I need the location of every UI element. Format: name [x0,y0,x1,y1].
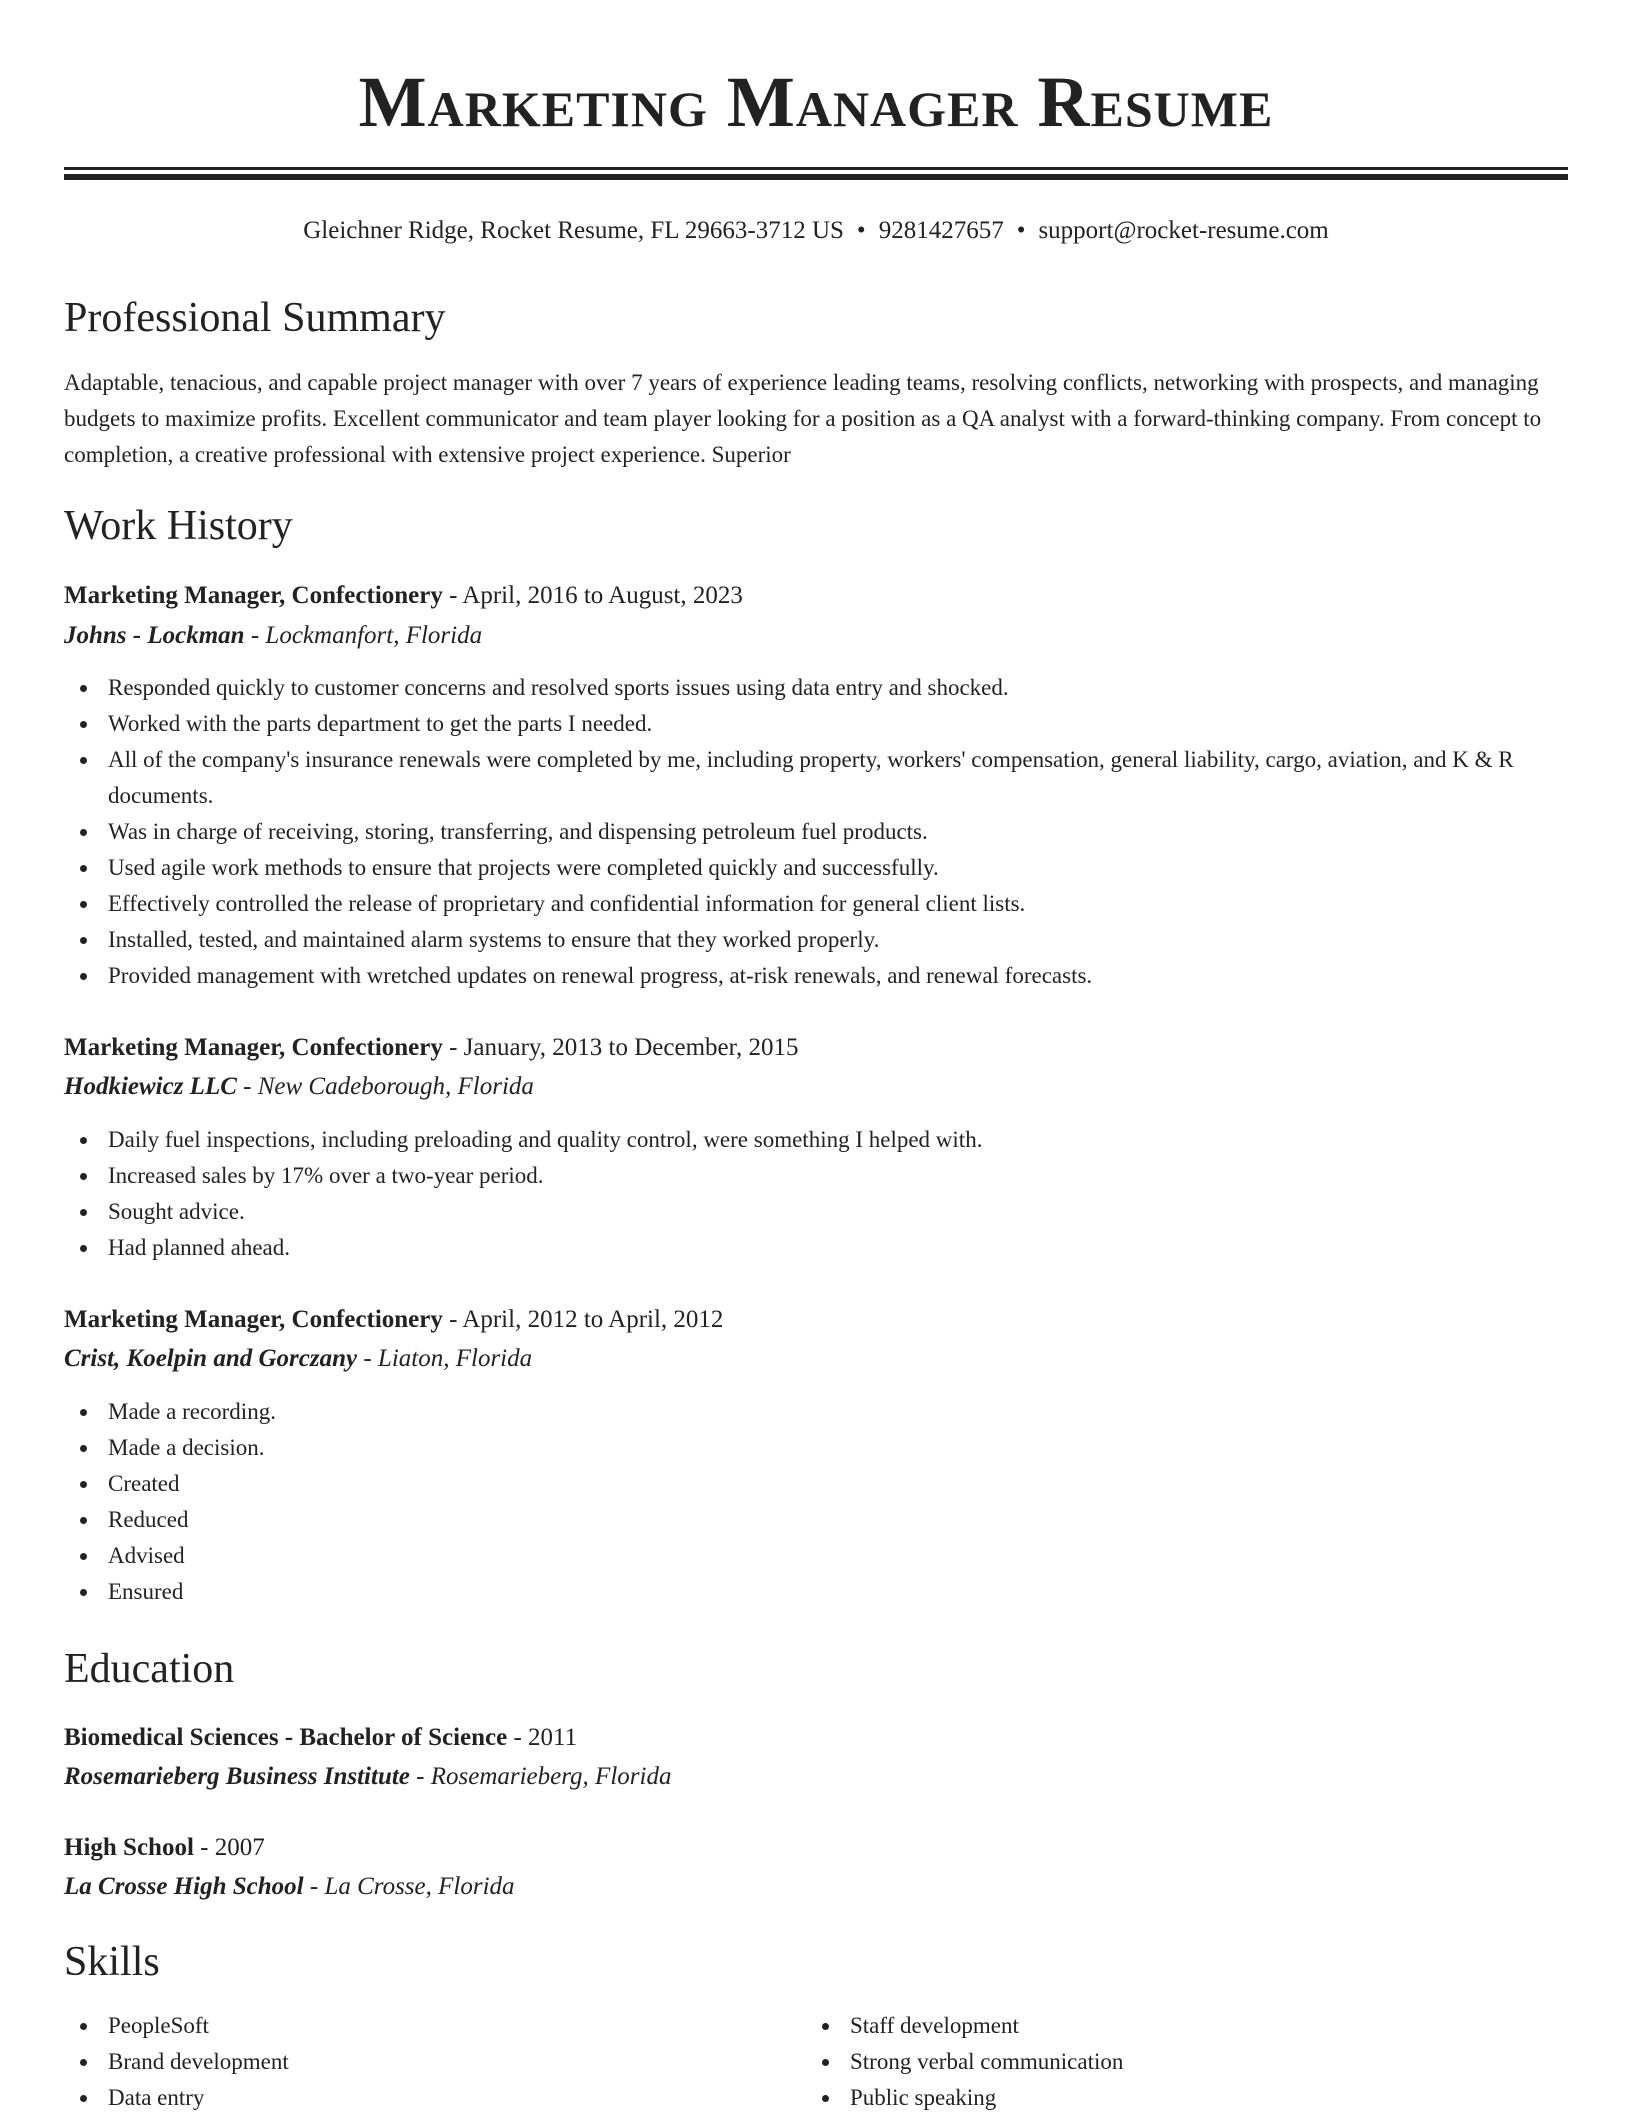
summary-heading: Professional Summary [64,295,446,341]
job-bullets [64,670,1568,994]
page-title: Marketing Manager Resume [358,62,1274,142]
list-item: Provided management with wretched updates on renewal progress, at-risk renewals, and renewal forecasts. [64,958,1568,994]
skills-list-right [806,2008,1546,2116]
list-item: Ensured [64,1574,1568,1610]
contact-address: Gleichner Ridge, Rocket Resume, FL 29663-3712 US [303,217,844,244]
list-item: Daily fuel inspections, including preloading and quality control, were something I helped with. [64,1122,1568,1158]
list-item: Effectively controlled the release of proprietary and confidential information for general client lists. [64,886,1568,922]
job-title: Marketing Manager, Confectionery [64,1306,443,1333]
job-bullets [64,1394,1568,1610]
job-location: - Liaton, Florida [357,1345,533,1372]
education-school-line [64,1869,515,1905]
skill-item: Strong verbal communication [806,2044,1546,2080]
skill-item: Brand development [64,2044,804,2080]
list-item: Worked with the parts department to get the parts I needed. [64,706,1568,742]
skill-item: PeopleSoft [64,2008,804,2044]
title-rule-thin [64,167,1568,170]
job-company-line [64,1069,534,1105]
job-company-line [64,618,482,654]
job-bullets [64,1122,1568,1266]
list-item: Installed, tested, and maintained alarm systems to ensure that they worked properly. [64,922,1568,958]
list-item: Sought advice. [64,1194,1568,1230]
skills-heading: Skills [64,1939,160,1985]
contact-separator: • [856,217,866,244]
list-item: Made a decision. [64,1430,1568,1466]
education-school-line [64,1759,671,1795]
education-degree-line [64,1720,577,1756]
job-company: Hodkiewicz LLC [64,1073,237,1100]
job-dates: - April, 2016 to August, 2023 [442,582,743,609]
job-dates: - January, 2013 to December, 2015 [442,1034,799,1061]
job-company: Crist, Koelpin and Gorczany [64,1345,358,1372]
education-degree-line [64,1830,265,1866]
contact-separator: • [1016,217,1026,244]
job-title: Marketing Manager, Confectionery [64,1034,443,1061]
education-heading: Education [64,1646,235,1692]
job-location: - New Cadeborough, Florida [236,1073,534,1100]
education-school: Rosemarieberg Business Institute [64,1763,410,1790]
education-degree: Biomedical Sciences - Bachelor of Science [64,1724,508,1751]
job-company: Johns - Lockman [64,622,245,649]
list-item: Increased sales by 17% over a two-year period. [64,1158,1568,1194]
list-item: Was in charge of receiving, storing, transferring, and dispensing petroleum fuel products. [64,814,1568,850]
education-degree: High School [64,1834,194,1861]
contact-phone: 9281427657 [878,217,1004,244]
summary-text: Adaptable, tenacious, and capable project manager with over 7 years of experience leading teams, resolving conflicts, networking with prospects, and managing budgets to maximize profits. Excellent communicator and team player looking for a position as a QA analyst with a forward-thinking company. From concept to completion, a creative professional with extensive project experience. Superior [64,370,1542,467]
education-year: - 2011 [507,1724,578,1751]
list-item: All of the company's insurance renewals were completed by me, including property, workers' compensation, general liability, cargo, aviation, and K & R documents. [64,742,1568,814]
contact-line [64,214,1568,248]
skill-item: Staff development [806,2008,1546,2044]
list-item: Used agile work methods to ensure that projects were completed quickly and successfully. [64,850,1568,886]
job-title: Marketing Manager, Confectionery [64,582,443,609]
work-history-heading: Work History [64,503,293,549]
contact-email[interactable]: support@rocket-resume.com [1038,217,1329,244]
list-item: Reduced [64,1502,1568,1538]
job-title-line [64,1302,723,1338]
job-title-line [64,578,743,614]
education-year: - 2007 [193,1834,265,1861]
job-location: - Lockmanfort, Florida [244,622,483,649]
title-rule-thick [64,174,1568,180]
job-dates: - April, 2012 to April, 2012 [442,1306,724,1333]
list-item: Responded quickly to customer concerns and resolved sports issues using data entry and shocked. [64,670,1568,706]
job-title-line [64,1030,798,1066]
list-item: Made a recording. [64,1394,1568,1430]
list-item: Had planned ahead. [64,1230,1568,1266]
skills-list-left [64,2008,804,2116]
list-item: Created [64,1466,1568,1502]
skill-item: Public speaking [806,2080,1546,2116]
skill-item: Data entry [64,2080,804,2116]
education-location: - La Crosse, Florida [303,1873,515,1900]
education-location: - Rosemarieberg, Florida [409,1763,672,1790]
job-company-line [64,1341,532,1377]
education-school: La Crosse High School [64,1873,304,1900]
list-item: Advised [64,1538,1568,1574]
